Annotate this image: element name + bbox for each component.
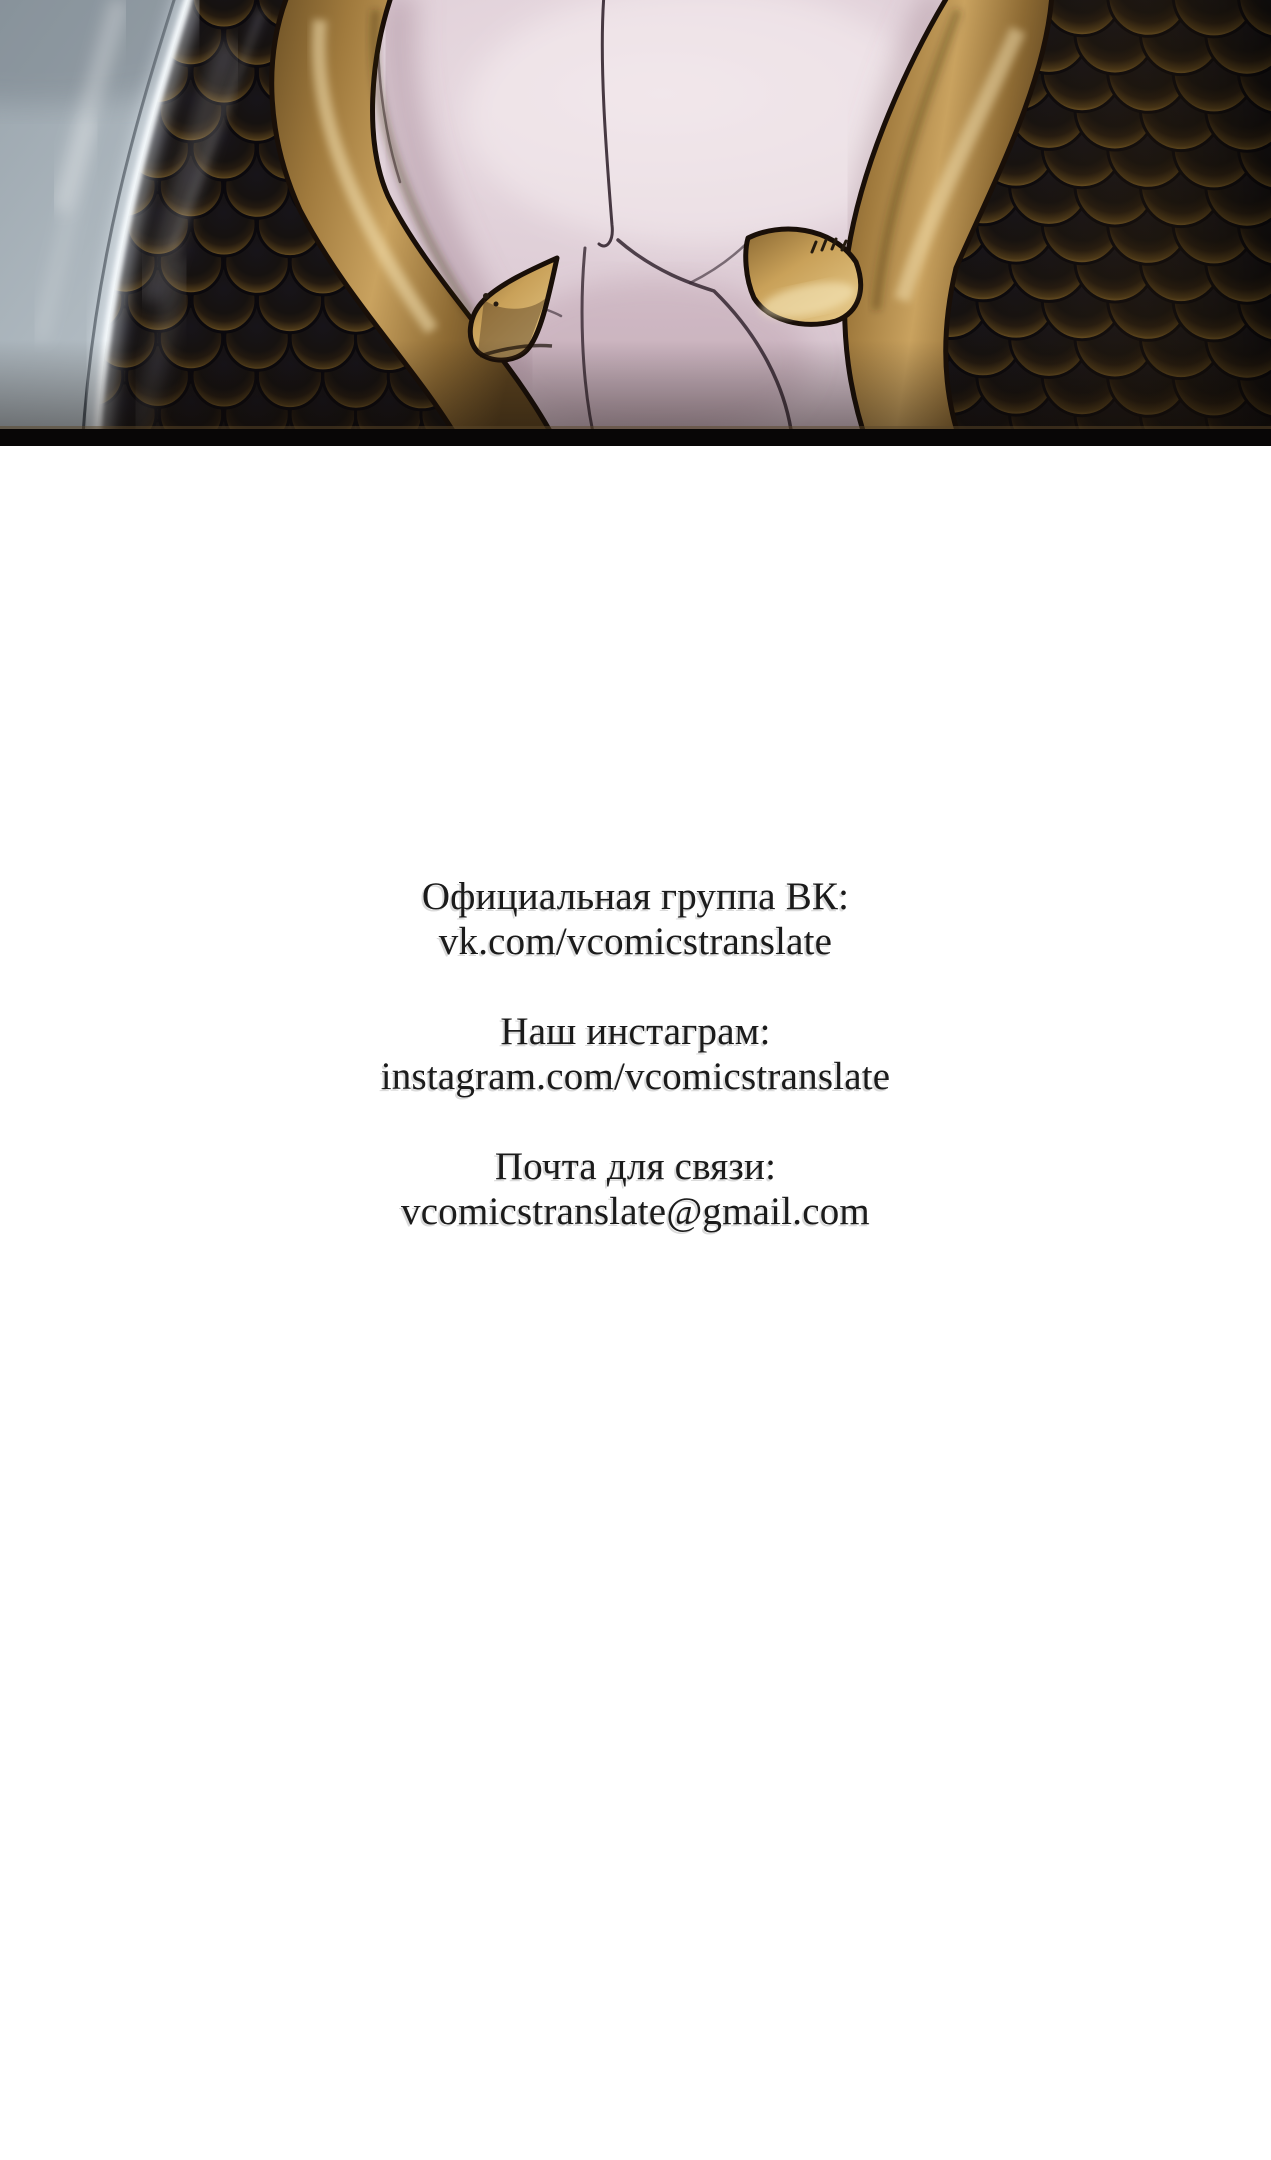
credit-url-vk: vk.com/vcomicstranslate — [438, 920, 833, 963]
gold-horn-right — [746, 229, 861, 325]
credits-section — [0, 874, 1271, 1279]
credit-block-instagram — [0, 1009, 1271, 1099]
credit-email-address: vcomicstranslate@gmail.com — [401, 1190, 870, 1233]
credit-label-instagram: Наш инстаграм: — [500, 1010, 771, 1053]
panel-bottom-bar — [0, 340, 1271, 446]
credit-block-email — [0, 1144, 1271, 1234]
credit-label-email: Почта для связи: — [494, 1145, 777, 1188]
credit-block-vk — [0, 874, 1271, 964]
comic-panel-artwork — [0, 0, 1271, 446]
credit-label-vk: Официальная группа ВК: — [421, 875, 850, 918]
credit-url-instagram: instagram.com/vcomicstranslate — [380, 1055, 891, 1098]
